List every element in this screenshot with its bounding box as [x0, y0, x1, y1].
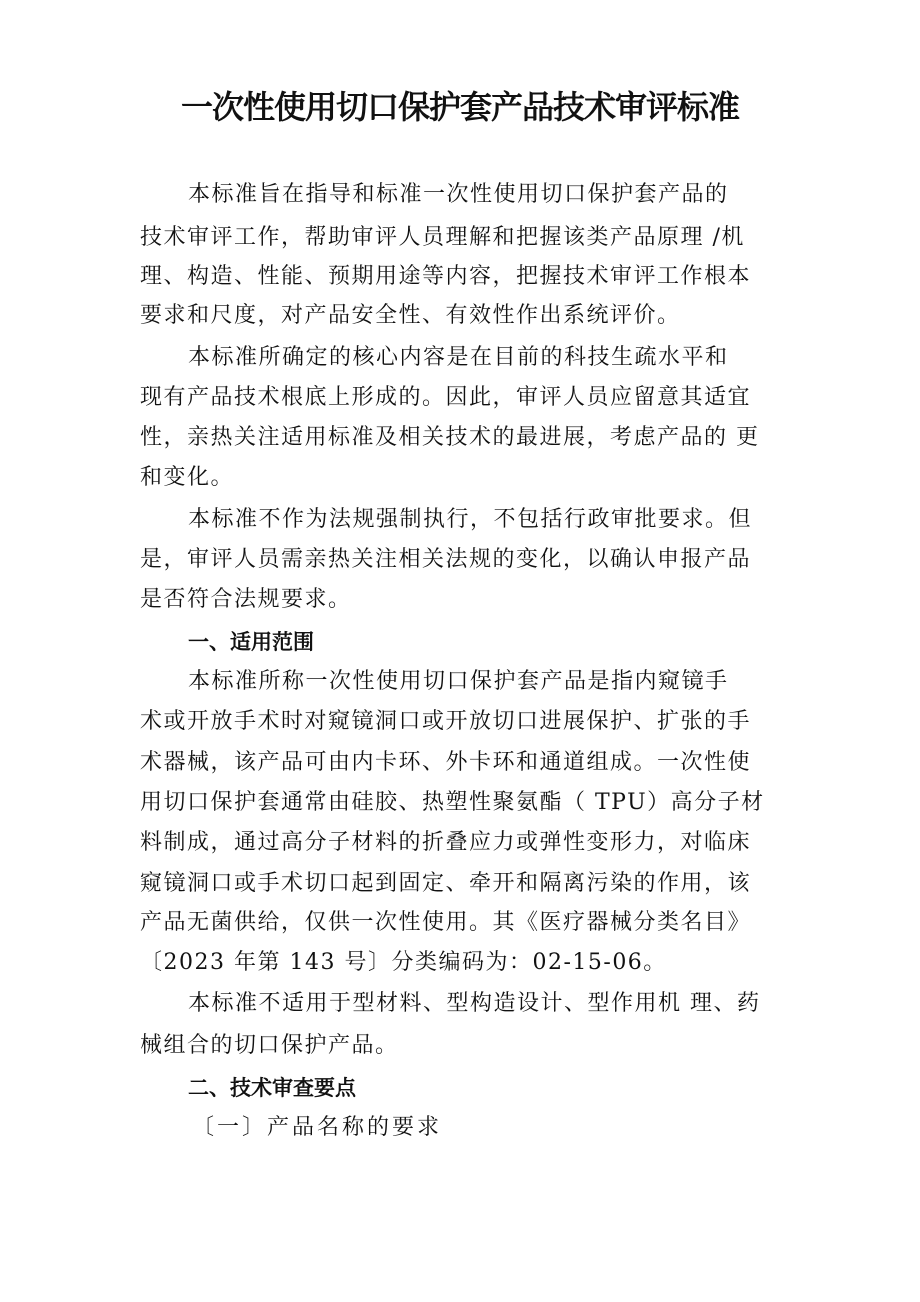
paragraph-line: 理、构造、性能、预期用途等内容，把握技术审评工作根本 [140, 264, 752, 289]
paragraph-line: 〔2023 年第 143 号〕分类编码为：02-15-06。 [140, 950, 667, 975]
paragraph-line: 本标准所确定的核心内容是在目前的科技生疏水平和 [188, 345, 729, 370]
subsection-heading-product-name: 〔一〕产品名称的要求 [192, 1115, 443, 1140]
paragraph-line: 技术审评工作，帮助审评人员理解和把握该类产品原理 /机 [140, 225, 745, 250]
paragraph-line: 本标准不作为法规强制执行，不包括行政审批要求。但 [188, 507, 753, 532]
paragraph-line: 产品无菌供给，仅供一次性使用。其《医疗器械分类名目》 [140, 910, 752, 935]
paragraph-line: 要求和尺度，对产品安全性、有效性作出系统评价。 [140, 303, 681, 328]
paragraph-line: 械组合的切口保护产品。 [140, 1033, 399, 1058]
paragraph-line: 术器械，该产品可由内卡环、外卡环和通道组成。一次性使 [140, 750, 752, 775]
paragraph-line: 和变化。 [140, 465, 235, 490]
paragraph-line: 性，亲热关注适用标准及相关技术的最进展，考虑产品的 更 [140, 425, 760, 450]
paragraph-line: 本标准不适用于型材料、型构造设计、型作用机 理、药 [188, 991, 761, 1016]
paragraph-line: 窥镜洞口或手术切口起到固定、牵开和隔离污染的作用，该 [140, 871, 752, 896]
paragraph-line: 料制成，通过高分子材料的折叠应力或弹性变形力，对临床 [140, 830, 752, 855]
section-heading-scope: 一、适用范围 [188, 630, 314, 654]
paragraph-line: 是，审评人员需亲热关注相关法规的变化，以确认申报产品 [140, 547, 752, 572]
paragraph-line: 术或开放手术时对窥镜洞口或开放切口进展保护、扩张的手 [140, 709, 752, 734]
document-title: 一次性使用切口保护套产品技术审评标准 [180, 88, 739, 126]
paragraph-line: 本标准所称一次性使用切口保护套产品是指内窥镜手 [188, 669, 729, 694]
section-heading-review-points: 二、技术审查要点 [188, 1076, 356, 1100]
paragraph-line: 本标准旨在指导和标准一次性使用切口保护套产品的 [188, 182, 729, 207]
paragraph-line: 现有产品技术根底上形成的。因此，审评人员应留意其适宜 [140, 385, 752, 410]
paragraph-line: 用切口保护套通常由硅胶、热塑性聚氨酯（ TPU）高分子材 [140, 790, 765, 815]
paragraph-line: 是否符合法规要求。 [140, 587, 352, 612]
